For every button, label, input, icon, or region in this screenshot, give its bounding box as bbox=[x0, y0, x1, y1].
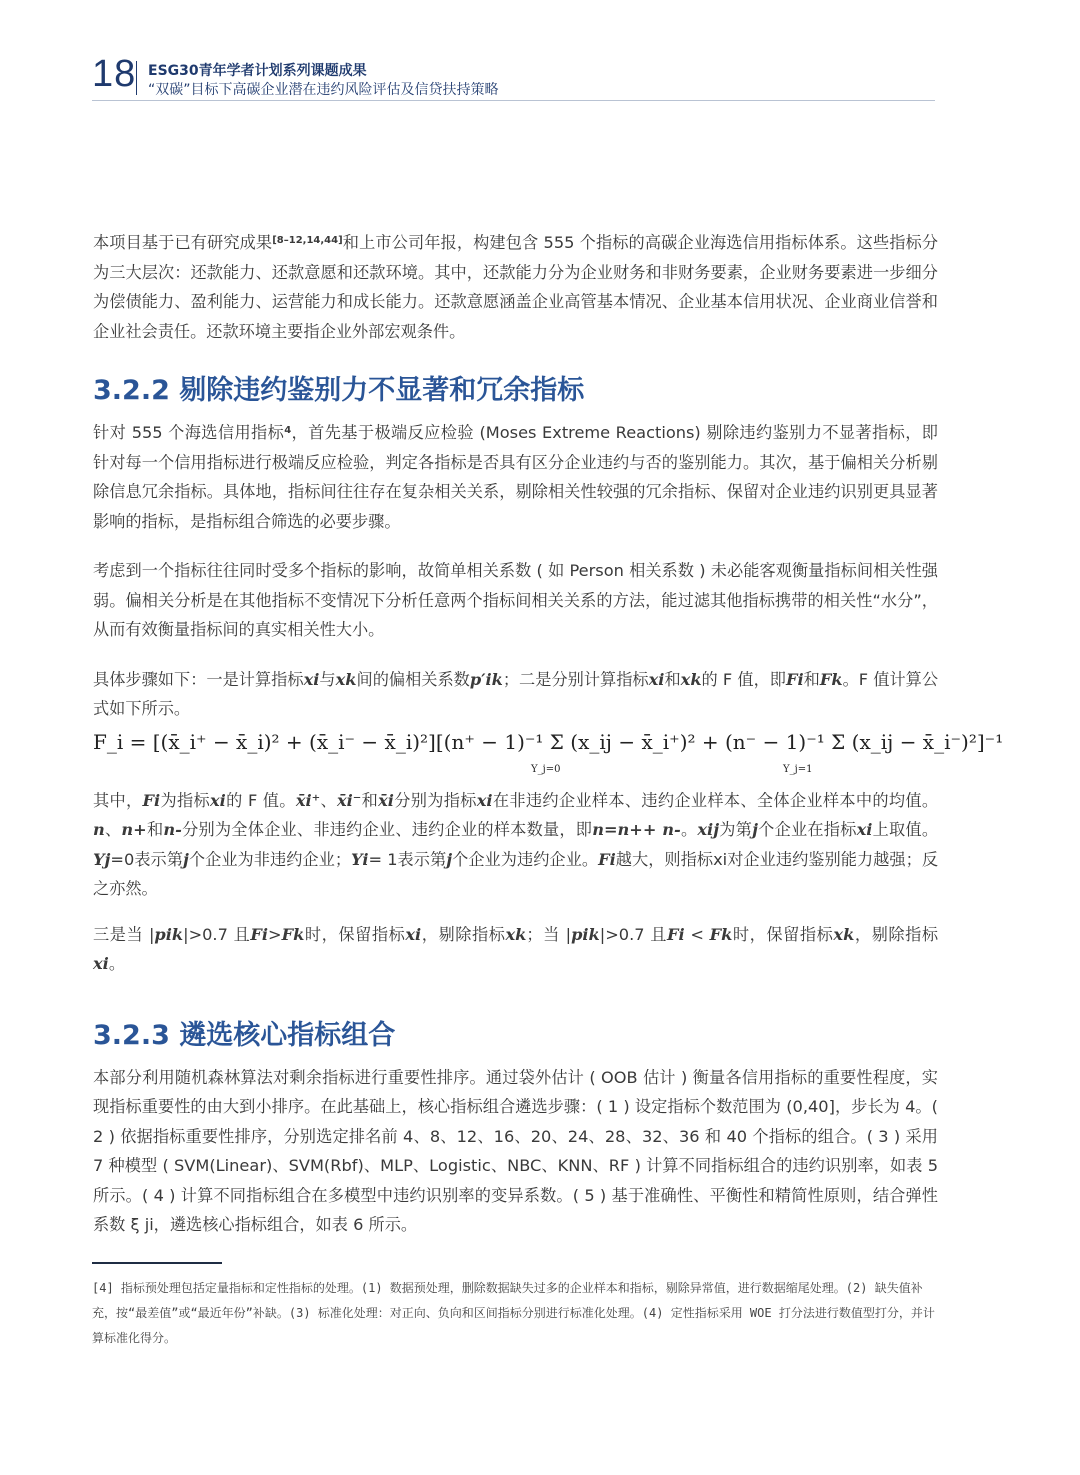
series-title: ESG30青年学者计划系列课题成果 bbox=[148, 63, 367, 79]
sum1-subscript: Y_j=0 bbox=[531, 763, 561, 775]
equation-body: F_i = [(x̄_i⁺ − x̄_i)² + (x̄_i⁻ − x̄_i)²][(n⁺ − 1)⁻¹ Σ (x_ij − x̄_i⁺)² + (n⁻ − 1)⁻¹ Σ (x_ij − x̄_i⁻)²]⁻¹ bbox=[93, 729, 1004, 754]
footnote-4: [4] 指标预处理包括定量指标和定性指标的处理。(1) 数据预处理，删除数据缺失过多的企业样本和指标，剔除异常值，进行数据缩尾处理。(2) 缺失值补充，按“最差值”或“最近年份”补缺。(3) 标准化处理：对正向、负向和区间指标分别进行标准化处理。(4) 定性指标采用 WOE 打分法进行数值型打分，并计算标准化得分。 bbox=[92, 1281, 935, 1345]
paragraph-rule: 三是当 |pik|>0.7 且Fi>Fk时，保留指标xi，剔除指标xk；当 |pik|>0.7 且Fi < Fk时，保留指标xk，剔除指标xi。 bbox=[93, 924, 939, 973]
paragraph-steps: 具体步骤如下：一是计算指标xi与xk间的偏相关系数p′ik；二是分别计算指标xi和xk的 F 值，即Fi和Fk。F 值计算公式如下所示。 bbox=[93, 669, 939, 718]
header-rule bbox=[92, 100, 935, 101]
sum2-subscript: Y_j=1 bbox=[783, 763, 813, 775]
section-heading-3-2-3: 3.2.3 遴选核心指标组合 bbox=[93, 1019, 396, 1051]
header-separator bbox=[136, 61, 137, 95]
report-subtitle: “双碳”目标下高碳企业潜在违约风险评估及信贷扶持策略 bbox=[148, 82, 499, 98]
page-header bbox=[92, 55, 935, 103]
paragraph-intro: 本项目基于已有研究成果[8–12,14,44]和上市公司年报，构建包含 555 个指标的高碳企业海选信用指标体系。这些指标分为三大层次：还款能力、还款意愿和还款环境。其中，还款能力分为企业财务和非财务要素，企业财务要素进一步细分为偿债能力、盈利能力、运营能力和成长能力。还款意愿涵盖企业高管基本情况、企业基本信用状况、企业商业信誉和企业社会责任。还款环境主要指企业外部宏观条件。 bbox=[93, 233, 939, 341]
paragraph-definitions: 其中，Fi为指标xi的 F 值。x̄i⁺、x̄i⁻和x̄i分别为指标xi在非违约企业样本、违约企业样本、全体企业样本中的均值。n、n+和n-分别为全体企业、非违约企业、违约企业的样本数量，即n=n++ n-。xij为第j个企业在指标xi上取值。Yj=0表示第j个企业为非违约企业；Yi= 1表示第j个企业为违约企业。Fi越大，则指标xi对企业违约鉴别能力越强；反之亦然。 bbox=[93, 790, 939, 898]
footnote-ref: 4 bbox=[284, 425, 292, 436]
f-value-equation bbox=[93, 729, 1004, 780]
paragraph-random-forest: 本部分利用随机森林算法对剩余指标进行重要性排序。通过袋外估计 ( OOB 估计 ) 衡量各信用指标的重要性程度，实现指标重要性的由大到小排序。在此基础上，核心指标组合遴选步骤：( 1 ) 设定指标个数范围为 (0,40]，步长为 4。( 2 ) 依据指标重要性排序，分别选定排名前 4、8、12、16、20、24、28、32、36 和 40 个指标的组合。( 3 ) 采用 7 种模型 ( SVM(Linear)、SVM(Rbf)、MLP、Logistic、NBC、KNN、RF ) 计算不同指标组合的违约识别率，如表 5 所示。( 4 ) 计算不同指标组合在多模型中违约识别率的变异系数。( 5 ) 基于准确性、平衡性和精简性原则，结合弹性系数 ξ ji，遴选核心指标组合，如表 6 所示。 bbox=[93, 1067, 938, 1234]
paragraph-mer: 针对 555 个海选信用指标$^4$，首先基于极端反应检验 (Moses Extreme Reactions) 剔除违约鉴别力不显著指标，即针对每一个信用指标进行极端反应检验，判定各指标是否具有区分企业违约与否的鉴别能力。其次，基于偏相关分析剔除信息冗余指标。具体地，指标间往往存在复杂相关关系，剔除相关性较强的冗余指标、保留对企业违约识别更具显著影响的指标，是指标组合筛选的必要步骤。 bbox=[93, 423, 938, 531]
citation-ref: [8–12,14,44] bbox=[272, 235, 343, 246]
main-content bbox=[93, 228, 1004, 1240]
footnote-rule bbox=[92, 1262, 222, 1264]
page-number: 18 bbox=[92, 53, 137, 95]
section-heading-3-2-2: 3.2.2 剔除违约鉴别力不显著和冗余指标 bbox=[93, 375, 585, 406]
paragraph-partial-corr: 考虑到一个指标往往同时受多个指标的影响，故简单相关系数 ( 如 Person 相关系数 ) 未必能客观衡量指标间相关性强弱。偏相关分析是在其他指标不变情况下分析任意两个指标间相关关系的方法，能过滤其他指标携带的相关性“水分”，从而有效衡量指标间的真实相关性大小。 bbox=[93, 561, 938, 639]
